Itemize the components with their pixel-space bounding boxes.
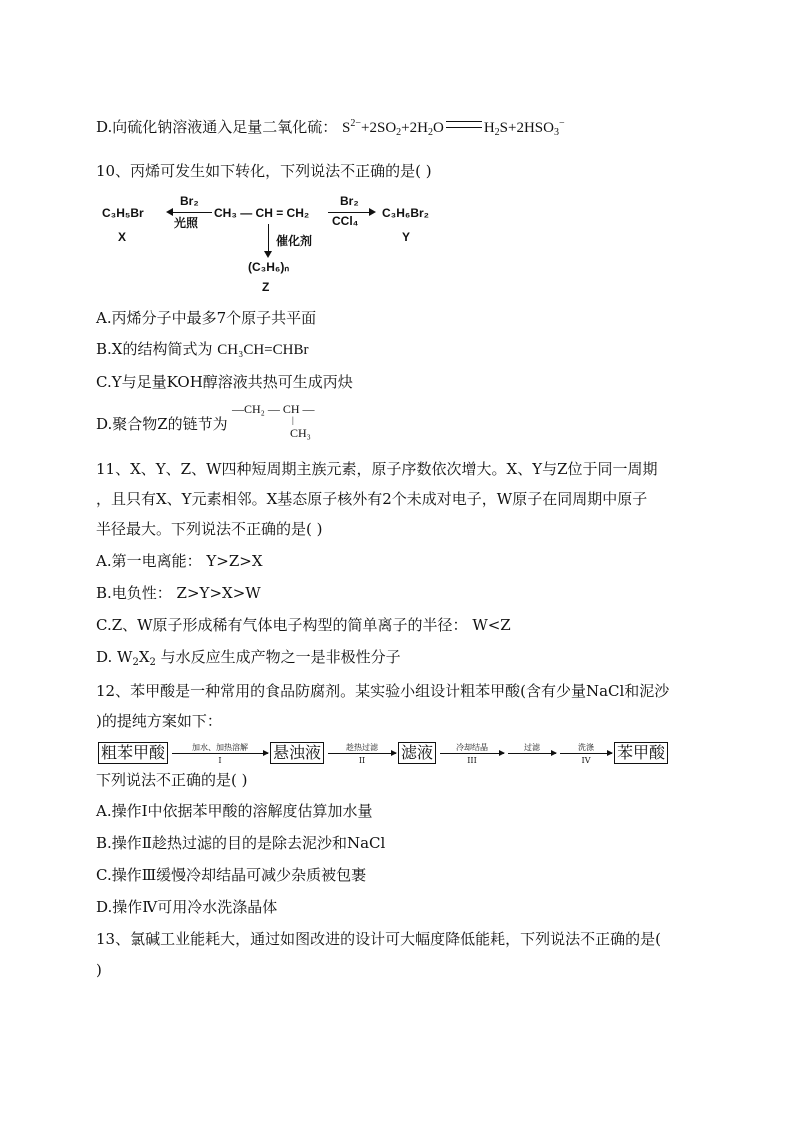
- flow-box-benzoic-acid: 苯甲酸: [614, 742, 668, 764]
- flow-box-filtrate: 滤液: [398, 742, 436, 764]
- down-condition: 催化剂: [276, 234, 313, 248]
- polymer-repeat-unit: [232, 402, 332, 444]
- q12-question: 下列说法不正确的是( ): [96, 771, 248, 789]
- q10-option-b: B.X的结构简式为 CH₃CH=CHBr: [96, 340, 309, 358]
- down-arrow: [268, 224, 269, 256]
- x-label: X: [118, 230, 127, 244]
- right-condition: CCl₄: [332, 214, 359, 228]
- left-condition: 光照: [174, 216, 199, 230]
- flow-arrow-1-step: I: [218, 756, 222, 765]
- flow-arrow-1-label: 加水、加热溶解: [192, 743, 248, 752]
- flow-arrow-5-step: IV: [581, 756, 591, 765]
- flow-box-crude-acid: 粗苯甲酸: [98, 742, 168, 764]
- q12-stem-line-1: 12、苯甲酸是一种常用的食品防腐剂。某实验小组设计粗苯甲酸(含有少量NaCl和泥沙: [96, 682, 670, 700]
- q12-option-b: B.操作Ⅱ趁热过滤的目的是除去泥沙和NaCl: [96, 834, 386, 852]
- flow-box-suspension: 悬浊液: [270, 742, 324, 764]
- q9-option-d-text: D.向硫化钠溶液通入足量二氧化硫：: [96, 118, 338, 136]
- propene-formula: CH₃ — CH = CH₂: [214, 206, 310, 220]
- unit-bond: |: [292, 415, 294, 425]
- q11-stem-line-1: 11、X、Y、Z、W四种短周期主族元素，原子序数依次增大。X、Y与Z位于同一周期: [96, 460, 658, 478]
- q9-option-d-equation: $S^{2-}+2SO_2+2H_2O$ $H_2S+2HSO_3^-$: [342, 118, 565, 138]
- y-label: Y: [402, 230, 411, 244]
- q10-option-d: D.聚合物Z的链节为: [96, 415, 228, 433]
- flow-arrow-5-label: 洗涤: [578, 743, 594, 752]
- q10-option-a: A.丙烯分子中最多7个原子共平面: [96, 309, 317, 327]
- y-formula: C₃H₆Br₂: [382, 206, 429, 220]
- flow-arrow-3: [440, 753, 504, 754]
- q11-option-b: B.电负性： Z>Y>X>W: [96, 584, 261, 602]
- right-arrow: [328, 212, 374, 213]
- q11-option-d: D. $W_2X_2$ 与水反应生成产物之一是非极性分子: [96, 648, 401, 668]
- q11-stem-line-2: ，且只有X、Y元素相邻。X基态原子核外有2个未成对电子，W原子在同周期中原子: [96, 490, 648, 508]
- flow-arrow-1: [172, 753, 268, 754]
- flow-arrow-2-step: II: [358, 756, 366, 765]
- flow-arrow-3-label: 冷却结晶: [456, 743, 488, 752]
- unit-branch: CH₃: [290, 426, 311, 440]
- q12-flow-diagram: [98, 740, 668, 768]
- flow-arrow-5: [560, 753, 612, 754]
- q12-option-c: C.操作Ⅲ缓慢冷却结晶可减少杂质被包裹: [96, 866, 367, 884]
- q9-option-d: [96, 114, 565, 143]
- q10-stem: 10、丙烯可发生如下转化，下列说法不正确的是( ): [96, 162, 432, 180]
- flow-arrow-3-step: III: [467, 756, 477, 765]
- x-formula: C₃H₅Br: [102, 206, 144, 220]
- z-formula: (C₃H₆)ₙ: [248, 260, 290, 274]
- q12-stem-line-2: )的提纯方案如下：: [96, 712, 222, 730]
- q11-option-c: C.Z、W原子形成稀有气体电子构型的简单离子的半径： W<Z: [96, 616, 511, 634]
- q12-option-d: D.操作Ⅳ可用冷水洗涤晶体: [96, 898, 278, 916]
- flow-arrow-4-label: 过滤: [524, 743, 540, 752]
- q10-option-c: C.Y与足量KOH醇溶液共热可生成丙炔: [96, 373, 353, 391]
- left-reagent: Br₂: [180, 194, 199, 208]
- q13-stem-line-1: 13、氯碱工业能耗大，通过如图改进的设计可大幅度降低能耗，下列说法不正确的是(: [96, 930, 661, 948]
- q11-option-a: A.第一电离能： Y>Z>X: [96, 552, 263, 570]
- flow-arrow-2-label: 趁热过滤: [346, 743, 378, 752]
- right-reagent: Br₂: [340, 194, 359, 208]
- x-structure: CH₃CH=CHBr: [217, 342, 309, 358]
- q12-option-a: A.操作Ⅰ中依据苯甲酸的溶解度估算加水量: [96, 802, 373, 820]
- equals-sign: [446, 121, 482, 128]
- q11-stem-line-3: 半径最大。下列说法不正确的是( ): [96, 520, 323, 538]
- z-label: Z: [262, 280, 270, 294]
- q13-stem-line-2: ): [96, 961, 102, 979]
- flow-arrow-2: [328, 753, 396, 754]
- left-arrow: [168, 212, 212, 213]
- unit-main-chain: —CH₂ — CH —: [232, 402, 315, 416]
- q10-reaction-scheme: [96, 194, 456, 298]
- flow-arrow-4: [508, 753, 556, 754]
